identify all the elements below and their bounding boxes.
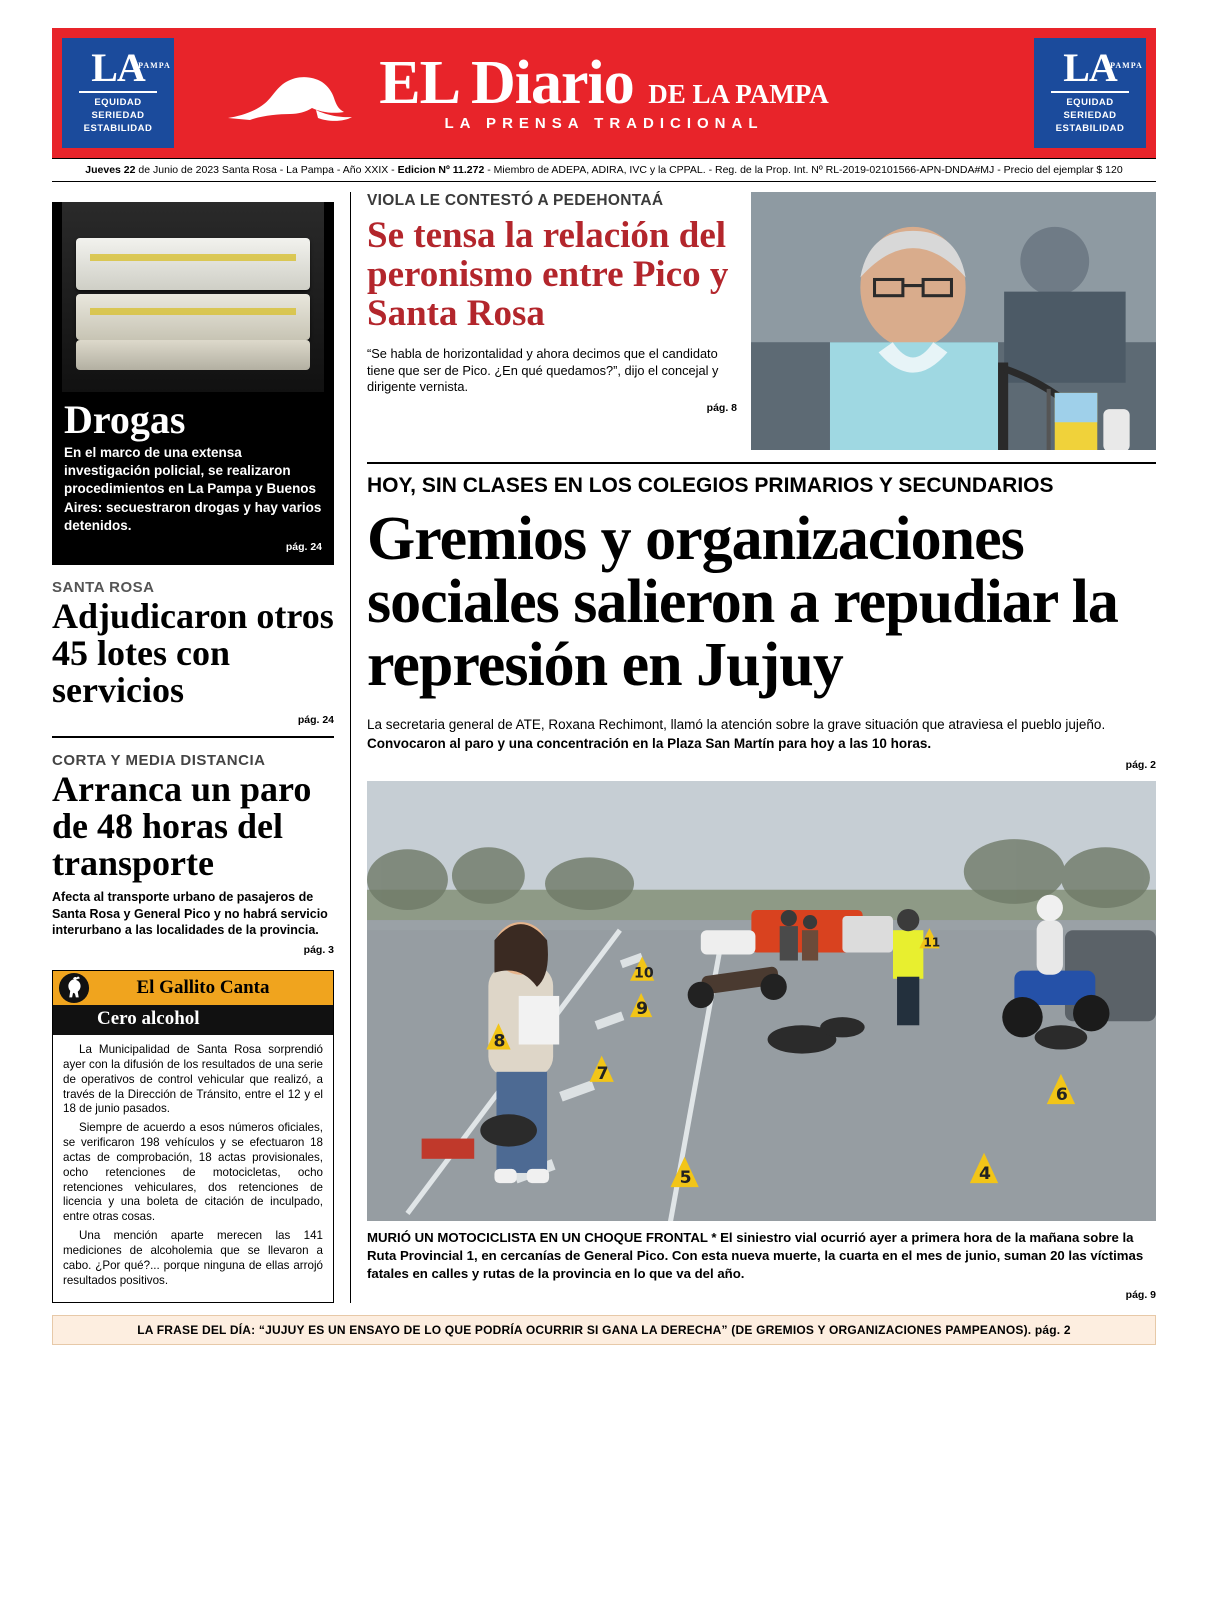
dateline [52, 158, 1156, 182]
logo-divider-right [1051, 91, 1129, 93]
peronismo-kicker: VIOLA LE CONTESTÓ A PEDEHONTAÁ [367, 192, 664, 209]
main-lead-bold: Convocaron al paro y una concentración en la Plaza San Martín para hoy a las 10 horas. [367, 735, 932, 751]
article-main[interactable] [367, 474, 1156, 771]
masthead-center [184, 28, 1024, 158]
svg-text:9: 9 [636, 999, 649, 1020]
masthead-title-main: EL Diario [379, 49, 634, 118]
masthead-title-suffix: DE LA PAMPA [648, 79, 829, 110]
logo-slogan-line-2: SERIEDAD [91, 110, 145, 122]
crash-photo [367, 781, 1156, 1221]
logo-pampa-label-right: PAMPA [1110, 61, 1143, 71]
logo-slogan-line-3: ESTABILIDAD [83, 122, 153, 134]
masthead [52, 28, 1156, 158]
article-peronismo[interactable] [367, 192, 1156, 450]
logo-slogan [84, 97, 153, 135]
gallito-body [53, 1035, 333, 1302]
logo-slogan-right [1056, 97, 1125, 135]
drug-brick [76, 340, 310, 370]
quote-of-the-day-strip[interactable]: LA FRASE DEL DÍA: “JUJUY ES UN ENSAYO DE LO QUE PODRÍA OCURRIR SI GANA LA DERECHA” (DE GREMIOS Y ORGANIZACIONES PAMPEANOS). pág. 2 [52, 1315, 1156, 1345]
right-column [350, 192, 1156, 1303]
peronismo-text [367, 192, 737, 450]
lots-kicker: SANTA ROSA [52, 579, 155, 597]
crash-page-ref: pág. 9 [1125, 1288, 1156, 1301]
svg-text:6: 6 [1055, 1085, 1068, 1106]
logo-right [1034, 38, 1146, 148]
drugs-headline: Drogas [64, 397, 186, 442]
masthead-tagline: LA PRENSA TRADICIONAL [444, 114, 764, 132]
logo-la-text [91, 45, 171, 91]
page-columns [52, 192, 1156, 1303]
left-column [52, 192, 334, 1303]
gallito-paragraph: Siempre de acuerdo a esos números oficiales, se verificaron 198 vehículos y se efectuaron 18 actas de comprobación, 18 actas provisionales, ocho retenciones de motocicletas, ocho retenciones vehiculares, dos retenciones de licencia y una boleta de citación de inculpado, entre otras cosas. [63, 1121, 323, 1224]
bird-logo-icon [220, 54, 370, 132]
strike-headline: Arranca un paro de 48 horas del transporte [52, 769, 312, 883]
svg-text:5: 5 [679, 1168, 692, 1189]
logo-slogan-right-line-3: ESTABILIDAD [1055, 122, 1125, 134]
crash-caption-text: El siniestro vial ocurrió ayer a primera hora de la mañana sobre la Ruta Provincial 1, en cercanías de General Pico. Con esta nueva muerte, la cuarta en el mes de junio, suman 20 las víctimas fatales en calles y rutas de la provincia en lo que va del año. [367, 1230, 1144, 1282]
right-divider [367, 462, 1156, 464]
article-strike[interactable] [52, 752, 334, 956]
crash-caption [367, 1229, 1156, 1282]
svg-text:11: 11 [923, 935, 941, 950]
gallito-paragraph: La Municipalidad de Santa Rosa sorprendió ayer con la difusión de los resultados de una serie de operativos de control vehicular que realizó, a través de la Dirección de Tránsito, entre el 12 y el 18 de junio pasados. [63, 1043, 323, 1116]
rooster-icon [57, 971, 91, 1005]
crash-caption-lead: MURIÓ UN MOTOCICLISTA EN UN CHOQUE FRONTAL * [367, 1230, 717, 1246]
article-drugs[interactable] [52, 202, 334, 565]
lots-headline: Adjudicaron otros 45 lotes con servicios [52, 596, 334, 710]
drugs-photo [62, 202, 324, 392]
logo-slogan-right-line-2: SERIEDAD [1063, 110, 1117, 122]
masthead-title-block [379, 49, 829, 132]
svg-text:4: 4 [978, 1164, 991, 1185]
svg-text:7: 7 [596, 1064, 609, 1085]
drug-brick [76, 294, 310, 340]
logo-divider [79, 91, 157, 93]
dateline-edition: Edicion Nº 11.272 [397, 164, 485, 176]
masthead-title [379, 49, 829, 118]
strike-body: Afecta al transporte urbano de pasajeros de Santa Rosa y General Pico y no habrá servicio interurbano a las localidades de la provincia. [52, 890, 328, 937]
svg-text:10: 10 [634, 966, 654, 983]
main-page-ref: pág. 2 [1125, 759, 1156, 772]
strike-page-ref: pág. 3 [303, 944, 334, 957]
article-lots[interactable] [52, 579, 334, 726]
logo-slogan-right-line-1: EQUIDAD [1066, 97, 1114, 109]
dateline-date: Jueves 22 [85, 164, 136, 176]
gallito-box[interactable] [52, 970, 334, 1303]
main-kicker: HOY, SIN CLASES EN LOS COLEGIOS PRIMARIOS Y SECUNDARIOS [367, 474, 1054, 497]
peronismo-photo [751, 192, 1156, 450]
peronismo-lead: “Se habla de horizontalidad y ahora decimos que el candidato tiene que ser de Pico. ¿En qué quedamos?”, dijo el concejal y dirigente vernista. [367, 345, 719, 395]
dateline-legal: - Miembro de ADEPA, ADIRA, IVC y la CPPAL. - Reg. de la Prop. Int. Nº RL-2019-02101566-APN-DNDA#MJ - Precio del ejemplar $ 120 [487, 164, 1123, 176]
peronismo-headline: Se tensa la relación del peronismo entre Pico y Santa Rosa [367, 215, 729, 335]
gallito-title: El Gallito Canta [136, 977, 270, 999]
gallito-paragraph: Una mención aparte merecen las 141 mediciones de alcoholemia que se llevaron a cabo. ¿Por qué?... porque ninguna de ellas arrojó resultados positivos. [63, 1229, 323, 1287]
main-lead [367, 716, 1156, 754]
drug-brick [76, 238, 310, 290]
gallito-subtitle: Cero alcohol [53, 1005, 333, 1035]
drugs-body: En el marco de una extensa investigación policial, se realizaron procedimientos en La Pampa y Buenos Aires: secuestraron drogas y hay varios detenidos. [64, 445, 322, 533]
logo-la-label: LA [91, 45, 145, 91]
logo-pampa-label: PAMPA [138, 61, 171, 71]
logo-la-text-right [1063, 45, 1143, 91]
drugs-page-ref: pág. 24 [285, 541, 322, 554]
peronismo-page-ref: pág. 8 [706, 402, 737, 415]
logo-la-label-right: LA [1063, 45, 1117, 91]
gallito-header [53, 971, 333, 1005]
left-divider [52, 736, 334, 738]
lots-page-ref: pág. 24 [297, 714, 334, 727]
main-headline: Gremios y organizaciones sociales salieron a repudiar la represión en Jujuy [367, 505, 1118, 700]
svg-text:8: 8 [493, 1032, 506, 1053]
dateline-place: de Junio de 2023 Santa Rosa - La Pampa - Año XXIX - [138, 164, 395, 176]
logo-left [62, 38, 174, 148]
main-lead-normal: La secretaria general de ATE, Roxana Rechimont, llamó la atención sobre la grave situación que atraviesa el pueblo jujeño. [367, 716, 1106, 732]
strike-kicker: CORTA Y MEDIA DISTANCIA [52, 752, 266, 770]
logo-slogan-line-1: EQUIDAD [94, 97, 142, 109]
